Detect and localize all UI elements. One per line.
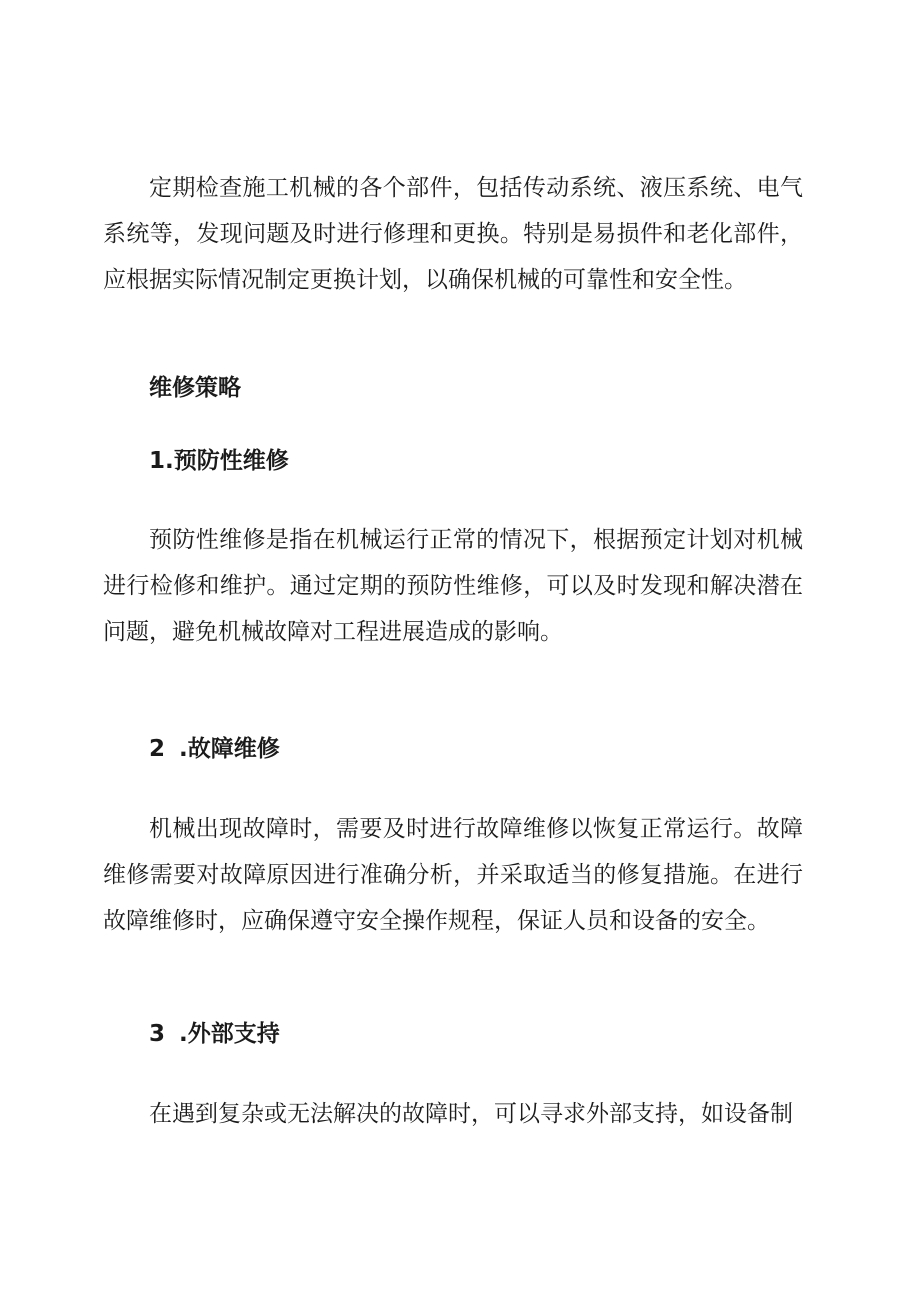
item-2-heading bbox=[149, 734, 280, 764]
section-title: 维修策略 bbox=[149, 375, 241, 401]
item-1-heading bbox=[149, 446, 289, 476]
item-2-paragraph: 机械出现故障时，需要及时进行故障维修以恢复正常运行。故障维修需要对故障原因进行准确分析，并采取适当的修复措施。在进行故障维修时，应确保遵守安全操作规程，保证人员和设备的安全。 bbox=[103, 816, 803, 934]
item-1-title: .预防性维修 bbox=[165, 448, 289, 474]
item-1-paragraph: 预防性维修是指在机械运行正常的情况下，根据预定计划对机械进行检修和维护。通过定期的预防性维修，可以及时发现和解决潜在问题，避免机械故障对工程进展造成的影响。 bbox=[103, 527, 803, 645]
item-2-title: .故障维修 bbox=[179, 736, 280, 762]
intro-paragraph: 定期检查施工机械的各个部件，包括传动系统、液压系统、电气系统等，发现问题及时进行修理和更换。特别是易损件和老化部件，应根据实际情况制定更换计划，以确保机械的可靠性和安全性。 bbox=[103, 175, 803, 293]
item-3-title: .外部支持 bbox=[179, 1021, 280, 1047]
item-3-paragraph: 在遇到复杂或无法解决的故障时，可以寻求外部支持，如设备制 bbox=[149, 1101, 793, 1127]
item-3-heading bbox=[149, 1019, 280, 1049]
item-2-number: 2 bbox=[149, 736, 166, 762]
item-1-number: 1 bbox=[149, 448, 166, 474]
item-3-number: 3 bbox=[149, 1021, 166, 1047]
